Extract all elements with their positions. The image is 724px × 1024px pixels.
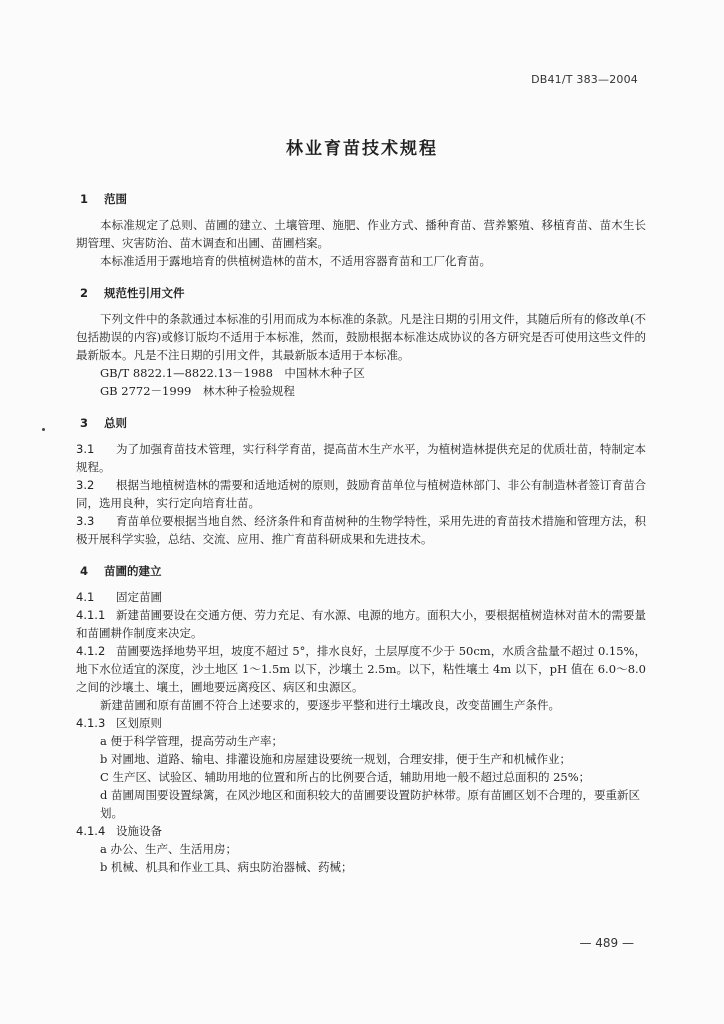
clause-text: 固定苗圃 xyxy=(116,590,162,604)
clause-number: 4.1.2 xyxy=(76,644,106,658)
section-title: 苗圃的建立 xyxy=(104,564,162,578)
clause-text: 区划原则 xyxy=(116,716,162,730)
page-number: — 489 — xyxy=(579,936,634,950)
clause-text: 设施设备 xyxy=(116,824,162,838)
clause-3-1 xyxy=(76,440,646,476)
clause-4-1-3 xyxy=(76,714,646,732)
clause-4-1-2-note: 新建苗圃和原有苗圃不符合上述要求的，要逐步平整和进行土壤改良，改变苗圃生产条件。 xyxy=(100,698,560,712)
clause-number: 4.1.1 xyxy=(76,608,106,622)
section-title: 范围 xyxy=(104,192,127,206)
clause-text: 苗圃要选择地势平坦，坡度不超过 5°，排水良好，土层厚度不少于 50cm，水质含盐量不超过 0.15%，地下水位适宜的深度，沙土地区 1～1.5m 以下，沙壤土 2.5m。以下，粘性壤土 4m 以下，pH 值在 6.0～8.0 之间的沙壤土、壤土，圃地要远离疫区、病区和虫源区。 xyxy=(76,644,646,694)
section-heading-normative-references xyxy=(76,284,646,302)
list-item: C 生产区、试验区、辅助用地的位置和所占的比例要合适，辅助用地一般不超过总面积的 25%； xyxy=(100,770,591,784)
document-body xyxy=(76,190,646,876)
clause-number: 3.1 xyxy=(76,442,95,456)
clause-number: 4.1.4 xyxy=(76,824,106,838)
list-item: b 对圃地、道路、输电、排灌设施和房屋建设要统一规划，合理安排，便于生产和机械作业； xyxy=(100,752,572,766)
clause-number: 3.3 xyxy=(76,514,95,528)
clause-number: 4.1.3 xyxy=(76,716,106,730)
references-paragraph: 下列文件中的条款通过本标准的引用而成为本标准的条款。凡是注日期的引用文件，其随后所有的修改单(不包括勘误的内容)或修订版均不适用于本标准，然而，鼓励根据本标准达成协议的各方研究是否可使用这些文件的最新版本。凡是不注日期的引用文件，其最新版本适用于本标准。 xyxy=(76,312,646,362)
clause-3-3 xyxy=(76,512,646,548)
section-title: 规范性引用文件 xyxy=(104,286,185,300)
standard-code: DB41/T 383—2004 xyxy=(531,73,638,86)
section-heading-nursery-establishment xyxy=(76,562,646,580)
reference-item: GB 2772－1999 林木种子检验规程 xyxy=(100,384,295,398)
clause-text: 新建苗圃要设在交通方便、劳力充足、有水源、电源的地方。面积大小，要根据植树造林对苗木的需要量和苗圃耕作制度来决定。 xyxy=(76,608,646,640)
scan-speck xyxy=(42,428,45,431)
section-number: 1 xyxy=(80,192,89,206)
clause-4-1 xyxy=(76,588,646,606)
clause-text: 育苗单位要根据当地自然、经济条件和育苗树种的生物学特性，采用先进的育苗技术措施和管理方法，积极开展科学实验，总结、交流、应用、推广育苗科研成果和先进技术。 xyxy=(76,514,646,546)
clause-4-1-1 xyxy=(76,606,646,642)
section-title: 总则 xyxy=(104,416,127,430)
clause-3-2 xyxy=(76,476,646,512)
section-heading-general xyxy=(76,414,646,432)
document-title: 林业育苗技术规程 xyxy=(286,139,438,159)
clause-4-1-4 xyxy=(76,822,646,840)
clause-text: 根据当地植树造林的需要和适地适树的原则，鼓励育苗单位与植树造林部门、非公有制造林者签订育苗合同，选用良种，实行定向培育壮苗。 xyxy=(76,478,646,510)
list-item: b 机械、机具和作业工具、病虫防治器械、药械； xyxy=(100,860,353,874)
clause-number: 4.1 xyxy=(76,590,95,604)
list-item: a 办公、生产、生活用房； xyxy=(100,842,238,856)
scope-paragraph-1: 本标准规定了总则、苗圃的建立、土壤管理、施肥、作业方式、播种育苗、营养繁殖、移植育苗、苗木生长期管理、灾害防治、苗木调查和出圃、苗圃档案。 xyxy=(76,218,646,250)
section-number: 4 xyxy=(80,564,89,578)
list-item: d 苗圃周围要设置绿篱，在风沙地区和面积较大的苗圃要设置防护林带。原有苗圃区划不合理的，要重新区划。 xyxy=(100,788,641,820)
section-number: 3 xyxy=(80,416,89,430)
section-number: 2 xyxy=(80,286,89,300)
scope-paragraph-2: 本标准适用于露地培育的供植树造林的苗木，不适用容器育苗和工厂化育苗。 xyxy=(100,254,491,268)
clause-4-1-2 xyxy=(76,642,646,696)
section-heading-scope xyxy=(76,190,646,208)
clause-text: 为了加强育苗技术管理，实行科学育苗，提高苗木生产水平，为植树造林提供充足的优质壮苗，特制定本规程。 xyxy=(76,442,646,474)
clause-number: 3.2 xyxy=(76,478,95,492)
reference-item: GB/T 8822.1—8822.13－1988 中国林木种子区 xyxy=(100,366,365,380)
list-item: a 便于科学管理，提高劳动生产率； xyxy=(100,734,284,748)
